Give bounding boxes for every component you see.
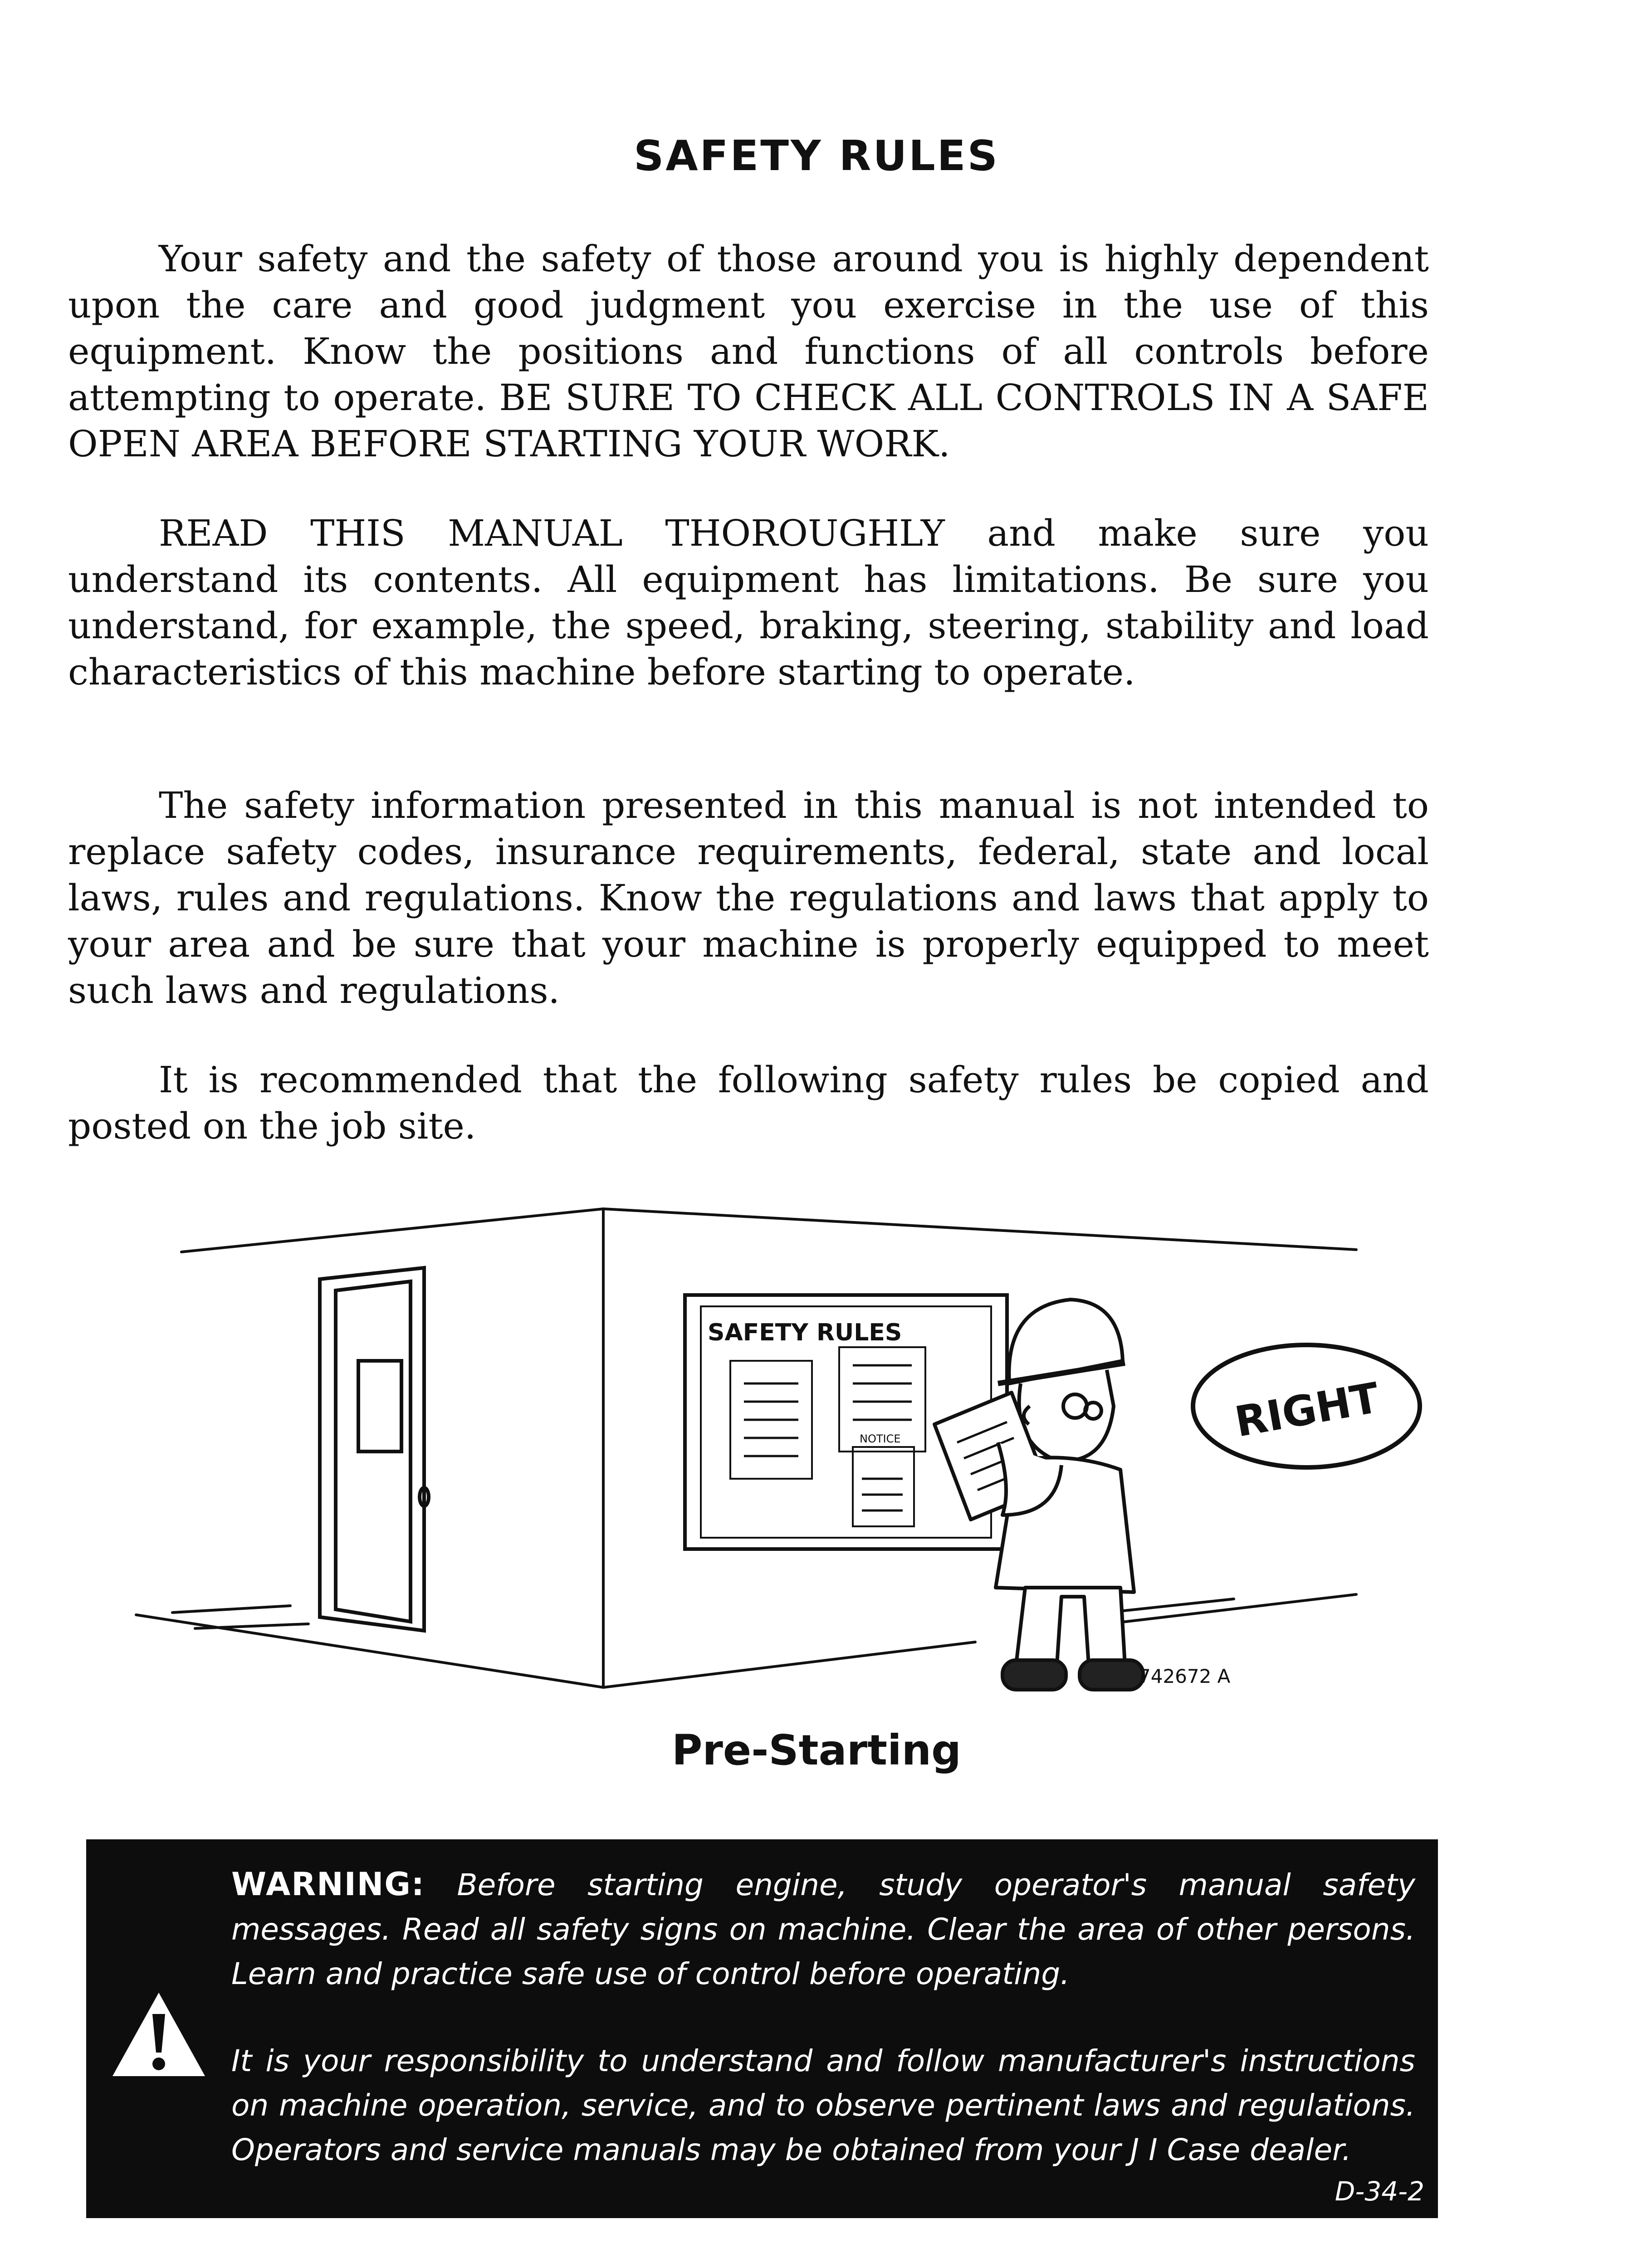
warning-message-1: Before starting engine, study operator's manual safety messages. Read all safety signs on machine. Clear the area of other persons. Learn and practice safe use of control before operating. bbox=[231, 1867, 1415, 1991]
posting-paragraph bbox=[68, 1057, 1429, 1149]
section-heading: Pre-Starting bbox=[672, 1726, 961, 1774]
manual-paragraph bbox=[68, 510, 1429, 695]
warning-box bbox=[86, 1839, 1438, 2218]
page-title: SAFETY RULES bbox=[634, 132, 999, 180]
warning-text-1 bbox=[231, 1862, 1415, 1996]
posting-paragraph-text: It is recommended that the following safety rules be copied and posted on the job site. bbox=[68, 1059, 1429, 1147]
illustration-drawing bbox=[0, 1170, 1633, 1715]
figure-number: 742672 A bbox=[1139, 1665, 1231, 1687]
regulations-paragraph bbox=[68, 782, 1429, 1014]
intro-paragraph-text: Your safety and the safety of those around you is highly dependent upon the care and good judgment you exercise in the use of this equipment. Know the positions and functions of all controls before attempting to operate. BE SURE TO CHECK ALL CONTROLS IN A SAFE OPEN AREA BEFORE STARTING YOUR WORK. bbox=[68, 238, 1429, 465]
board-title: SAFETY RULES bbox=[708, 1319, 902, 1346]
warning-triangle-icon bbox=[109, 1989, 209, 2080]
warning-code: D-34-2 bbox=[1335, 2176, 1424, 2207]
manual-paragraph-text: READ THIS MANUAL THOROUGHLY and make sure you understand its contents. All equipment has limitations. Be sure you understand, for example, the speed, braking, steering, stability and load characteristics of this machine before starting to operate. bbox=[68, 512, 1429, 693]
regulations-paragraph-text: The safety information presented in this manual is not intended to replace safety codes, insurance requirements, federal, state and local laws, rules and regulations. Know the regulations and laws that apply to your area and be sure that your machine is properly equipped to meet such laws and regulations. bbox=[68, 784, 1429, 1012]
intro-paragraph bbox=[68, 236, 1429, 467]
warning-text-2: It is your responsibility to understand and follow manufacturer's instructions on machine operation, service, and to observe pertinent laws and regulations. Operators and service manuals may be obtained from your J I Case dealer. bbox=[231, 2043, 1415, 2167]
safety-illustration bbox=[0, 1170, 1633, 1715]
door-icon bbox=[320, 1268, 429, 1631]
warning-label: WARNING: bbox=[231, 1866, 425, 1903]
worker-icon bbox=[934, 1300, 1143, 1690]
notice-label: NOTICE bbox=[860, 1432, 901, 1445]
bubble-text: RIGHT bbox=[1231, 1373, 1383, 1447]
